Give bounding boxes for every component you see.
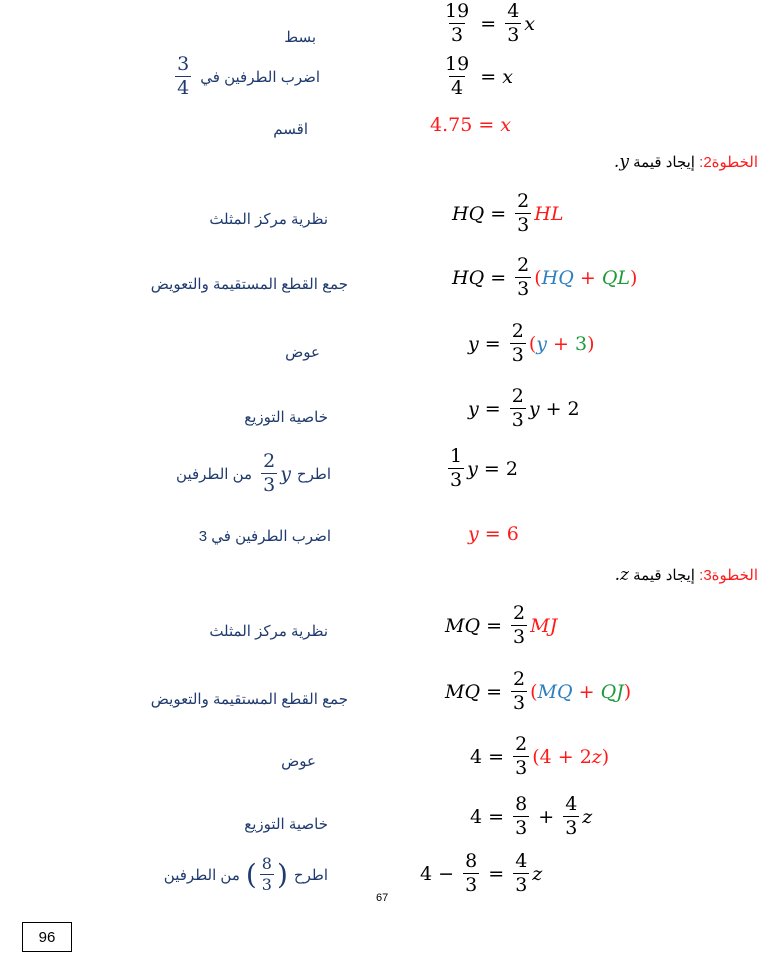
equation-1: $\frac{19}{3}$ = $\frac{4}{3}$ x (445, 0, 535, 46)
reason-distribute-1: خاصية التوزيع (244, 409, 328, 426)
reason-distribute-2: خاصية التوزيع (244, 816, 328, 833)
step-3-variable: z. (614, 565, 629, 585)
equation-12: 4 = $\frac{2}{3}$ (4 + 2z) (470, 733, 610, 779)
reason-multiply-label: اضرب الطرفين في (200, 68, 320, 86)
step-3-label: الخطوة3: (699, 567, 758, 584)
step-3-text: إيجاد قيمة (633, 567, 695, 584)
reason-centroid-2: نظرية مركز المثلث (209, 623, 328, 640)
reason-divide: اقسم (273, 121, 308, 138)
equation-11: MQ = $\frac{2}{3}$ ( MQ + QJ ) (445, 668, 632, 714)
reason-from-both-sides: من الطرفين (176, 465, 253, 483)
reason-subtract-2-3-y: اطرح y $\frac{2}{3}$ من الطرفين (176, 450, 331, 496)
equation-13: 4 = $\frac{8}{3}$ + $\frac{4}{3}$ z (470, 793, 593, 839)
reason-from-both-sides-2: من الطرفين (163, 866, 240, 884)
reason-subtract-label: اطرح (296, 465, 331, 483)
equation-10: MQ = $\frac{2}{3}$ MJ (445, 602, 558, 648)
reason-substitute-2: عوض (281, 753, 316, 770)
equation-3: 4.75 = x (430, 114, 512, 136)
equation-14: 4 − $\frac{8}{3}$ = $\frac{4}{3}$ z (420, 850, 543, 896)
page-number-center: 67 (376, 892, 389, 904)
step-3-heading (615, 565, 758, 585)
reason-simplify: بسط (284, 29, 316, 46)
equation-8: $\frac{1}{3}$ y = 2 (450, 445, 518, 491)
equation-6: y = $\frac{2}{3}$ ( y + 3 ) (468, 320, 595, 366)
reason-segment-add-2: جمع القطع المستقيمة والتعويض (150, 691, 348, 708)
reason-subtract-8-3: اطرح ( $\frac{8}{3}$ ) من الطرفين (163, 854, 328, 894)
reason-multiply-3-4: اضرب الطرفين في $\frac{3}{4}$ (177, 53, 320, 99)
step-2-text: إيجاد قيمة (633, 154, 695, 171)
equation-9: y = 6 (468, 523, 519, 545)
step-2-heading (614, 152, 758, 172)
page-number-box: 96 (22, 922, 72, 952)
equation-4: HQ = $\frac{2}{3}$ HL (452, 190, 564, 236)
equation-7: y = $\frac{2}{3}$ y + 2 (468, 385, 580, 431)
step-2-variable: y. (613, 152, 629, 172)
equation-5: HQ = $\frac{2}{3}$ ( HQ + QL ) (452, 254, 638, 300)
reason-centroid-1: نظرية مركز المثلث (209, 211, 328, 228)
reason-substitute-1: عوض (285, 344, 320, 361)
reason-multiply-by-3: اضرب الطرفين في 3 (198, 528, 331, 545)
step-2-label: الخطوة2: (699, 154, 758, 171)
reason-segment-add-1: جمع القطع المستقيمة والتعويض (150, 276, 348, 293)
reason-subtract-label-2: اطرح (293, 866, 328, 884)
equation-2: $\frac{19}{4}$ = x (445, 53, 513, 99)
